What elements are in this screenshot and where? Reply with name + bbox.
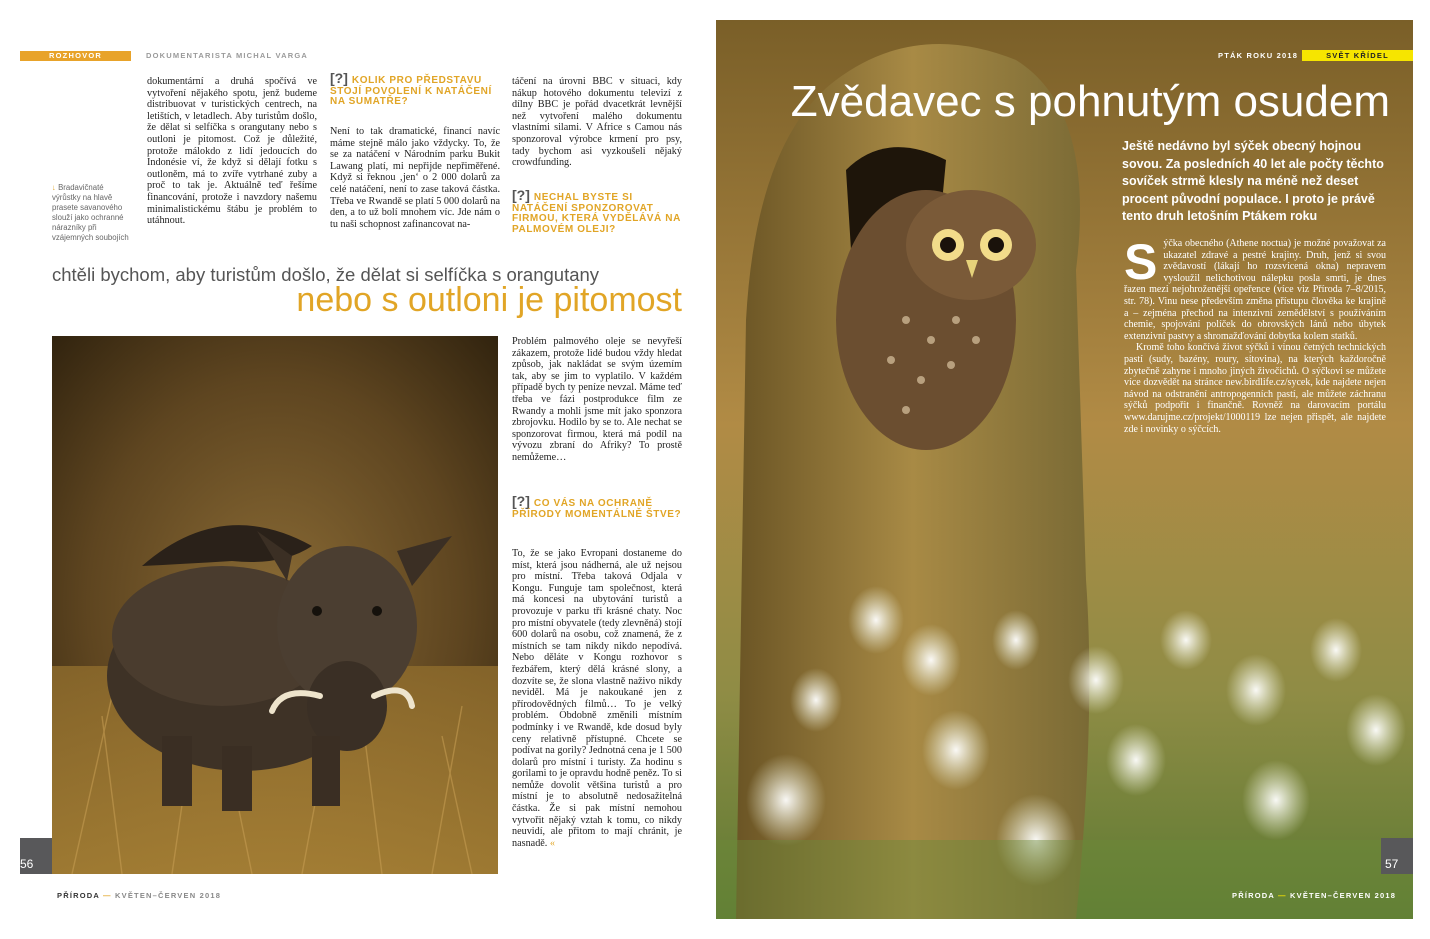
column-4-text-1: Problém palmového oleje se nevyřeší zákazem, protože lidé budou vždy hledat způsob, jak nakládat se svým územím tak, aby se jim to vyplatilo. V každém případě bych ty peníze nevzal. Máme teď třeba ve fázi postprodukce film ze Rwandy a mohli jsme mít jako sponzora zbrojovku. Hodilo by se to. Ale nechat se sponzorovat firmou, která má podíl na vývozu zbraní do Afriky? To prostě nemůžeme… (512, 336, 682, 463)
photo-caption (52, 183, 130, 243)
question-3 (512, 493, 682, 520)
section-label: ROZHOVOR (20, 51, 131, 61)
question-bracket: [?] (512, 187, 530, 203)
article-title: Zvědavec s pohnutým osudem (790, 77, 1390, 126)
section-label-right: SVĚT KŘÍDEL (1302, 50, 1413, 61)
page-number-left (20, 838, 52, 874)
header-label: DOKUMENTARISTA MICHAL VARGA (146, 51, 308, 60)
column-2-text: Není to tak dramatické, financí navíc máme stejně málo jako vždycky. To, že se za natáčení v Národním parku Bukit Lawang platí, mi nepřijde nepřiměřené. Když si řeknou ‚jen‘ o 2 000 dolarů za celé natáčení, není to zase taková částka. Třeba ve Rwandě se platí 5 000 dolarů na den, a to už bolí mnohem víc. Jde nám o tu naši schopnost zafinancovat na- (330, 126, 500, 230)
question-2-text: NECHAL BYSTE SI NATÁČENÍ SPONZOROVAT FIRMOU, KTERÁ VYDĚLÁVÁ NA PALMOVÉM OLEJI? (512, 192, 681, 235)
question-1-text: KOLIK PRO PŘEDSTAVU STOJÍ POVOLENÍ K NATÁČENÍ NA SUMATŘE? (330, 75, 492, 107)
footer-issue: KVĚTEN–ČERVEN 2018 (1290, 891, 1397, 900)
question-2 (512, 187, 682, 235)
body-paragraph-2: Kromě toho končívá život sýčků i vinou četných technických pastí (sudy, bazény, roury, sítovina), na kterých každoročně zbytečně zahyne i mnoho jiných živočichů. O sýčkovi se můžete více dozvědět na stránce new.birdlife.cz/sycek, kde najdete nejen návod na odstranění antropogenních pastí, ale můžete záchranu sýčků podpořit i finančně. Rovněž na darovacím portálu www.darujme.cz/projekt/1000119 lze nejen přispět, ale najdete zde i novinky o sýčcích. (1124, 342, 1386, 435)
warthog-illustration (52, 336, 498, 874)
question-bracket: [?] (512, 493, 530, 509)
caption-text: Bradavičnaté výrůstky na hlavě prasete savanového slouží jako ochranné nárazníky při vzájemných soubojích (52, 183, 129, 242)
pull-quote-line-2: nebo s outloni je pitomost (296, 281, 682, 319)
footer-brand: PŘÍRODA (1232, 891, 1275, 900)
article-lead: Ještě nedávno byl sýček obecný hojnou sovou. Za posledních 40 let ale počty těchto sovíček strmě klesly na méně než deset procent původní populace. I proto je právě tento druh letošním Ptákem roku (1122, 139, 1384, 224)
tag-label: PTÁK ROKU 2018 (1218, 51, 1299, 60)
end-mark-icon: « (549, 837, 555, 849)
column-4-body: To, že se jako Evropani dostaneme do míst, která jsou nádherná, ale už nejsou pro místní. Třeba taková Odjala v Kongu. Funguje tam společnost, která má koncesi na ubytování turistů a provozuje v parku tři krásné chaty. Noc pro místní obyvatele (tedy zlevněná) stojí 600 dolarů na osobu, což znamená, že z místních se tam nikdy nikdo nepodívá. Nebo děláte v Kongu rozhovor s řezbářem, který dělá krásné slony, a dozvíte se, že slona vlastně naživo nikdy neviděl. Má je nakoukané jen z přírodovědných filmů… To je velký problém. Obdobně změnili místním podmínky i ve Rwandě, kde dosud byly ceny relativně přístupné. Chcete se podívat na gorily? Jednotná cena je 1 500 dolarů pro místní i turisty. Za hodinu s gorilami to je opravdu hodně peněz. To si nemůže dovolit většina turistů a pro místní je to absolutně nedosažitelná částka. Že si pak místní nemohou vytvořit nějaký vztah k tomu, co nikdy neuvidí, ale přitom to mají chránit, je nasnadě. (512, 548, 682, 849)
footer-issue: KVĚTEN–ČERVEN 2018 (115, 891, 222, 900)
caption-arrow-icon: ↓ (52, 183, 56, 192)
question-bracket: [?] (330, 70, 348, 86)
drop-cap: S (1124, 234, 1158, 290)
footer-dash: — (103, 891, 112, 900)
page-number-right (1381, 838, 1413, 874)
footer-dash: — (1278, 891, 1287, 900)
question-3-text: CO VÁS NA OCHRANĚ PŘÍRODY MOMENTÁLNĚ ŠTVE? (512, 498, 682, 520)
warthog-photo (52, 336, 498, 874)
footer-right (1232, 891, 1396, 900)
page-number: 56 (20, 857, 34, 871)
footer-brand: PŘÍRODA (57, 891, 100, 900)
footer-left (57, 891, 221, 900)
column-3-text: táčení na úrovni BBC v situaci, kdy nákup hotového dokumentu televizí z dílny BBC je pořád dvacetkrát levnější než vytvoření malého dokumentu vlastními silami. V Africe s Camou nás sponzoroval výrobce krmení pro psy, tady bychom asi vyzkoušeli nějaký crowdfunding. (512, 76, 682, 169)
page-number: 57 (1385, 857, 1399, 871)
body-paragraph-1: ýčka obecného (Athene noctua) je možné považovat za ukazatel zdravé a pestré krajiny. Druh, jenž si svou zvědavostí (lákají ho rozsvícená okna) nepravem vysloužil nelichotivou nálepku posla smrti, je dnes řazen mezi nejohroženější opeřence (více viz Příroda 7–8/2015, str. 78). Vinu nese především změna přístupu člověka ke krajině a – zejména přechod na intenzivní zemědělství s používáním chemie, spojování políček do obrovských lánů nebo úbytek extenzivní pastvy a shromažďování dobytka kolem statků. (1124, 238, 1386, 342)
column-4-text-2 (512, 548, 682, 849)
question-1 (330, 70, 500, 108)
pull-quote-line-1: chtěli bychom, aby turistům došlo, že dělat si selfíčka s orangutany (52, 264, 600, 285)
column-1-text: dokumentární a druhá spočívá ve vytvoření nějakého spotu, jenž budeme distribuovat v turistických centrech, na letištích, v letadlech. Aby turistům došlo, že dělat si selfíčka s orangutany nebo s outloni je pitomost. Což je důležité, protože málokdo z lidí jedoucích do Indonésie ví, že když si dělají fotku s outloněm, má to zvíře vytrhané zuby a proč to tak je. Aktuálně teď řešíme financování, protože i navzdory našemu minimalistickému štábu je problém to utáhnout. (147, 76, 317, 227)
article-body (1124, 234, 1386, 435)
